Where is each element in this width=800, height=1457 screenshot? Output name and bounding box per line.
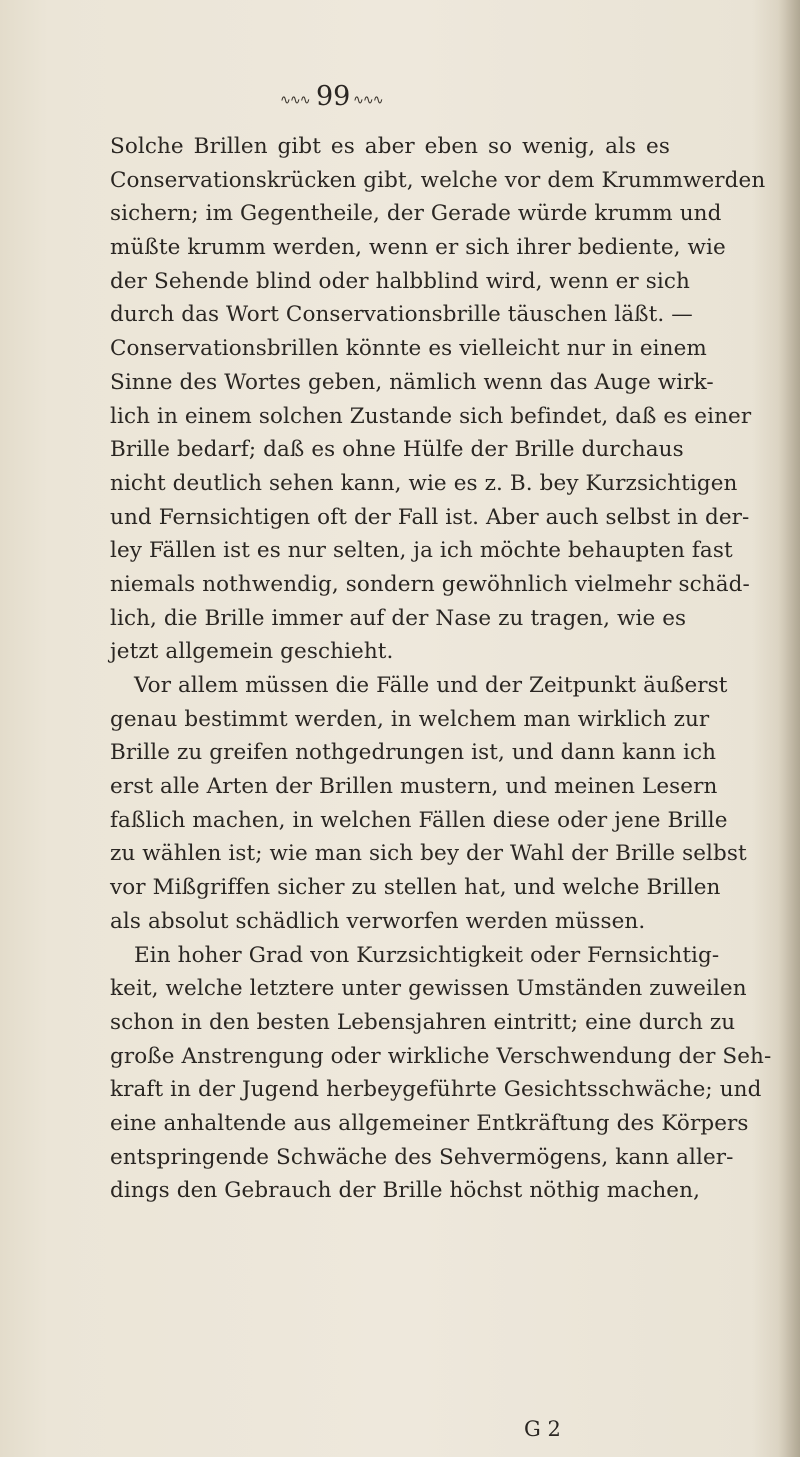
text-line: der Sehende blind oder halbblind wird, wenn er sich — [110, 268, 690, 294]
text-line: faßlich machen, in welchen Fällen diese oder jene Brille — [110, 807, 728, 833]
text-line: Ein hoher Grad von Kurzsichtigkeit oder Fernsichtig- — [134, 942, 720, 968]
text-line: eine anhaltende aus allgemeiner Entkräftung des Körpers — [110, 1110, 749, 1136]
text-line: Conservationsbrillen könnte es vielleicht nur in einem — [110, 336, 707, 362]
text-line: ley Fällen ist es nur selten, ja ich möchte behaupten fast — [110, 538, 733, 564]
text-line: große Anstrengung oder wirkliche Verschwendung der Seh- — [110, 1043, 772, 1069]
text-line: Brille bedarf; daß es ohne Hülfe der Brille durchaus — [110, 437, 684, 463]
text-line: Brille zu greifen nothgedrungen ist, und dann kann ich — [110, 740, 717, 766]
text-line: schon in den besten Lebensjahren eintritt; eine durch zu — [110, 1009, 736, 1035]
text-line: genau bestimmt werden, in welchem man wirklich zur — [110, 706, 710, 732]
header-ornament-left: ∿∿∿ — [280, 93, 310, 108]
text-line: erst alle Arten der Brillen mustern, und meinen Lesern — [110, 774, 718, 800]
text-line: als absolut schädlich verworfen werden müssen. — [110, 908, 646, 934]
text-line: Conservationskrücken gibt, welche vor dem Krummwerden — [110, 167, 766, 193]
text-line: durch das Wort Conservationsbrille täuschen läßt. — — [110, 302, 693, 328]
text-line: nicht deutlich sehen kann, wie es z. B. bey Kurzsichtigen — [110, 470, 738, 496]
text-line: sichern; im Gegentheile, der Gerade würde krumm und — [110, 201, 722, 227]
text-line: entspringende Schwäche des Sehvermögens, kann aller- — [110, 1144, 734, 1170]
text-line: Sinne des Wortes geben, nämlich wenn das Auge wirk- — [110, 369, 714, 395]
text-line: dings den Gebrauch der Brille höchst nöthig machen, — [110, 1178, 701, 1204]
text-line: Vor allem müssen die Fälle und der Zeitpunkt äußerst — [134, 673, 728, 698]
text-line: zu wählen ist; wie man sich bey der Wahl der Brille selbst — [110, 841, 747, 867]
body-text — [110, 130, 772, 1208]
header-ornament-right: ∿∿∿ — [353, 93, 383, 108]
text-line: lich, die Brille immer auf der Nase zu tragen, wie es — [110, 605, 687, 631]
text-line: vor Mißgriffen sicher zu stellen hat, und welche Brillen — [110, 875, 721, 901]
text-line: jetzt allgemein geschieht. — [110, 639, 394, 665]
text-line: lich in einem solchen Zustande sich befindet, daß es einer — [110, 403, 752, 429]
text-line: Solche Brillen gibt es aber eben so wenig, als es — [110, 134, 670, 159]
text-line: müßte krumm werden, wenn er sich ihrer bediente, wie — [110, 235, 726, 261]
text-line: niemals nothwendig, sondern gewöhnlich vielmehr schäd- — [110, 571, 750, 597]
text-line: keit, welche letztere unter gewissen Umständen zuweilen — [110, 976, 747, 1002]
page-number: 99 — [316, 81, 351, 112]
text-line: kraft in der Jugend herbeygeführte Gesichtsschwäche; und — [110, 1077, 762, 1103]
text-line: und Fernsichtigen oft der Fall ist. Aber auch selbst in der- — [110, 504, 750, 530]
catchword: G 2 — [524, 1417, 561, 1441]
